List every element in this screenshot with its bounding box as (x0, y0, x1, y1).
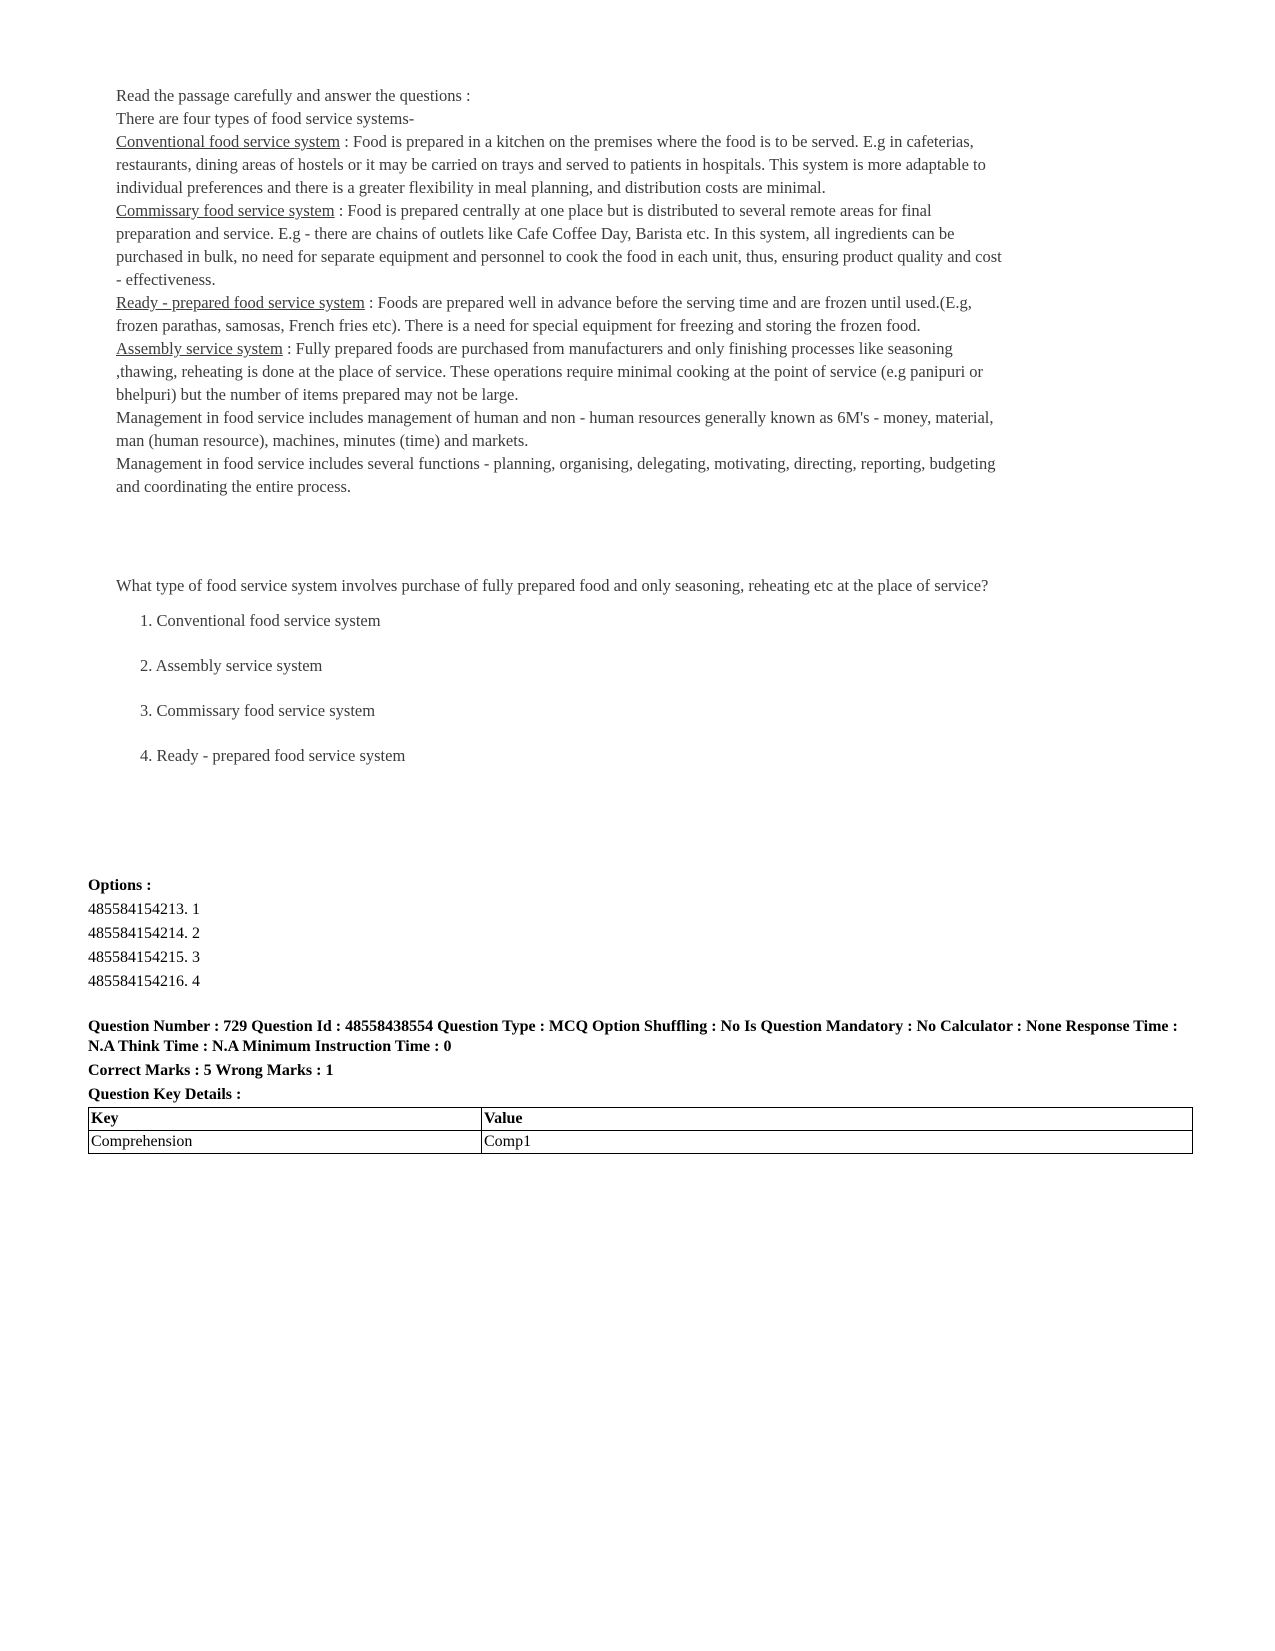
system-term: Ready - prepared food service system (116, 293, 365, 312)
passage-intro: Read the passage carefully and answer the questions : (116, 86, 471, 105)
choice-item: 3. Commissary food service system (140, 701, 376, 720)
option-item: 485584154216. 4 (88, 973, 200, 990)
table-header-value: Value (482, 1108, 1193, 1131)
table-cell-key: Comprehension (89, 1131, 482, 1154)
system-commissary (116, 199, 1006, 291)
passage-image (116, 84, 1006, 789)
system-term: Commissary food service system (116, 201, 335, 220)
table-cell-value: Comp1 (482, 1131, 1193, 1154)
management-resources: Management in food service includes management of human and non - human resources generally known as 6M's - money, material, man (human resource), machines, minutes (time) and markets. (116, 408, 994, 450)
choice-item: 4. Ready - prepared food service system (140, 746, 406, 765)
system-conventional (116, 130, 1006, 199)
key-details-heading: Question Key Details : (88, 1086, 242, 1103)
system-description: : Foods are prepared well in advance before the serving time and are frozen until used.(E.g, frozen parathas, samosas, French fries etc). There is a need for special equipment for freezing and storing the frozen food. (116, 293, 972, 335)
system-description: : Food is prepared centrally at one place but is distributed to several remote areas for final preparation and service. E.g - there are chains of outlets like Cafe Coffee Day, Barista etc. In this system, all ingredients can be purchased in bulk, no need for separate equipment and personnel to cook the food in each unit, thus, ensuring product quality and cost - effectiveness. (116, 201, 1002, 289)
system-ready-prepared (116, 291, 1006, 337)
options-title: Options : (88, 877, 152, 894)
option-item: 485584154214. 2 (88, 925, 200, 942)
choice-item: 1. Conventional food service system (140, 611, 381, 630)
option-item: 485584154215. 3 (88, 949, 200, 966)
system-assembly (116, 337, 1006, 406)
option-item: 485584154213. 1 (88, 901, 200, 918)
question-choices (116, 609, 1006, 767)
table-row (89, 1131, 1193, 1154)
table-header-row (89, 1108, 1193, 1131)
system-description: : Fully prepared foods are purchased from manufacturers and only finishing processes like seasoning ,thawing, reheating is done at the place of service. These operations require minimal cooking at the point of service (e.g panipuri or bhelpuri) but the number of items prepared may not be large. (116, 339, 984, 404)
system-term: Assembly service system (116, 339, 283, 358)
management-functions: Management in food service includes several functions - planning, organising, delegating, motivating, directing, reporting, budgeting and coordinating the entire process. (116, 454, 996, 496)
passage-types-intro: There are four types of food service systems- (116, 109, 415, 128)
choice-item: 2. Assembly service system (140, 656, 323, 675)
system-description: : Food is prepared in a kitchen on the premises where the food is to be served. E.g in cafeterias, restaurants, dining areas of hostels or it may be carried on trays and served to patients in hospitals. This system is more adaptable to individual preferences and there is a greater flexibility in meal planning, and distribution costs are minimal. (116, 132, 986, 197)
marks-line: Correct Marks : 5 Wrong Marks : 1 (88, 1062, 334, 1079)
options-block (88, 874, 200, 994)
question-meta (88, 1017, 1198, 1109)
table-header-key: Key (89, 1108, 482, 1131)
question-details-line: Question Number : 729 Question Id : 48558438554 Question Type : MCQ Option Shuffling : No Is Question Mandatory : No Calculator : None Response Time : N.A Think Time : N.A Minimum Instruction Time : 0 (88, 1018, 1178, 1055)
system-term: Conventional food service system (116, 132, 341, 151)
question-key-table (88, 1107, 1193, 1154)
question-text: What type of food service system involves purchase of fully prepared food and only seasoning, reheating etc at the place of service? (116, 576, 989, 595)
